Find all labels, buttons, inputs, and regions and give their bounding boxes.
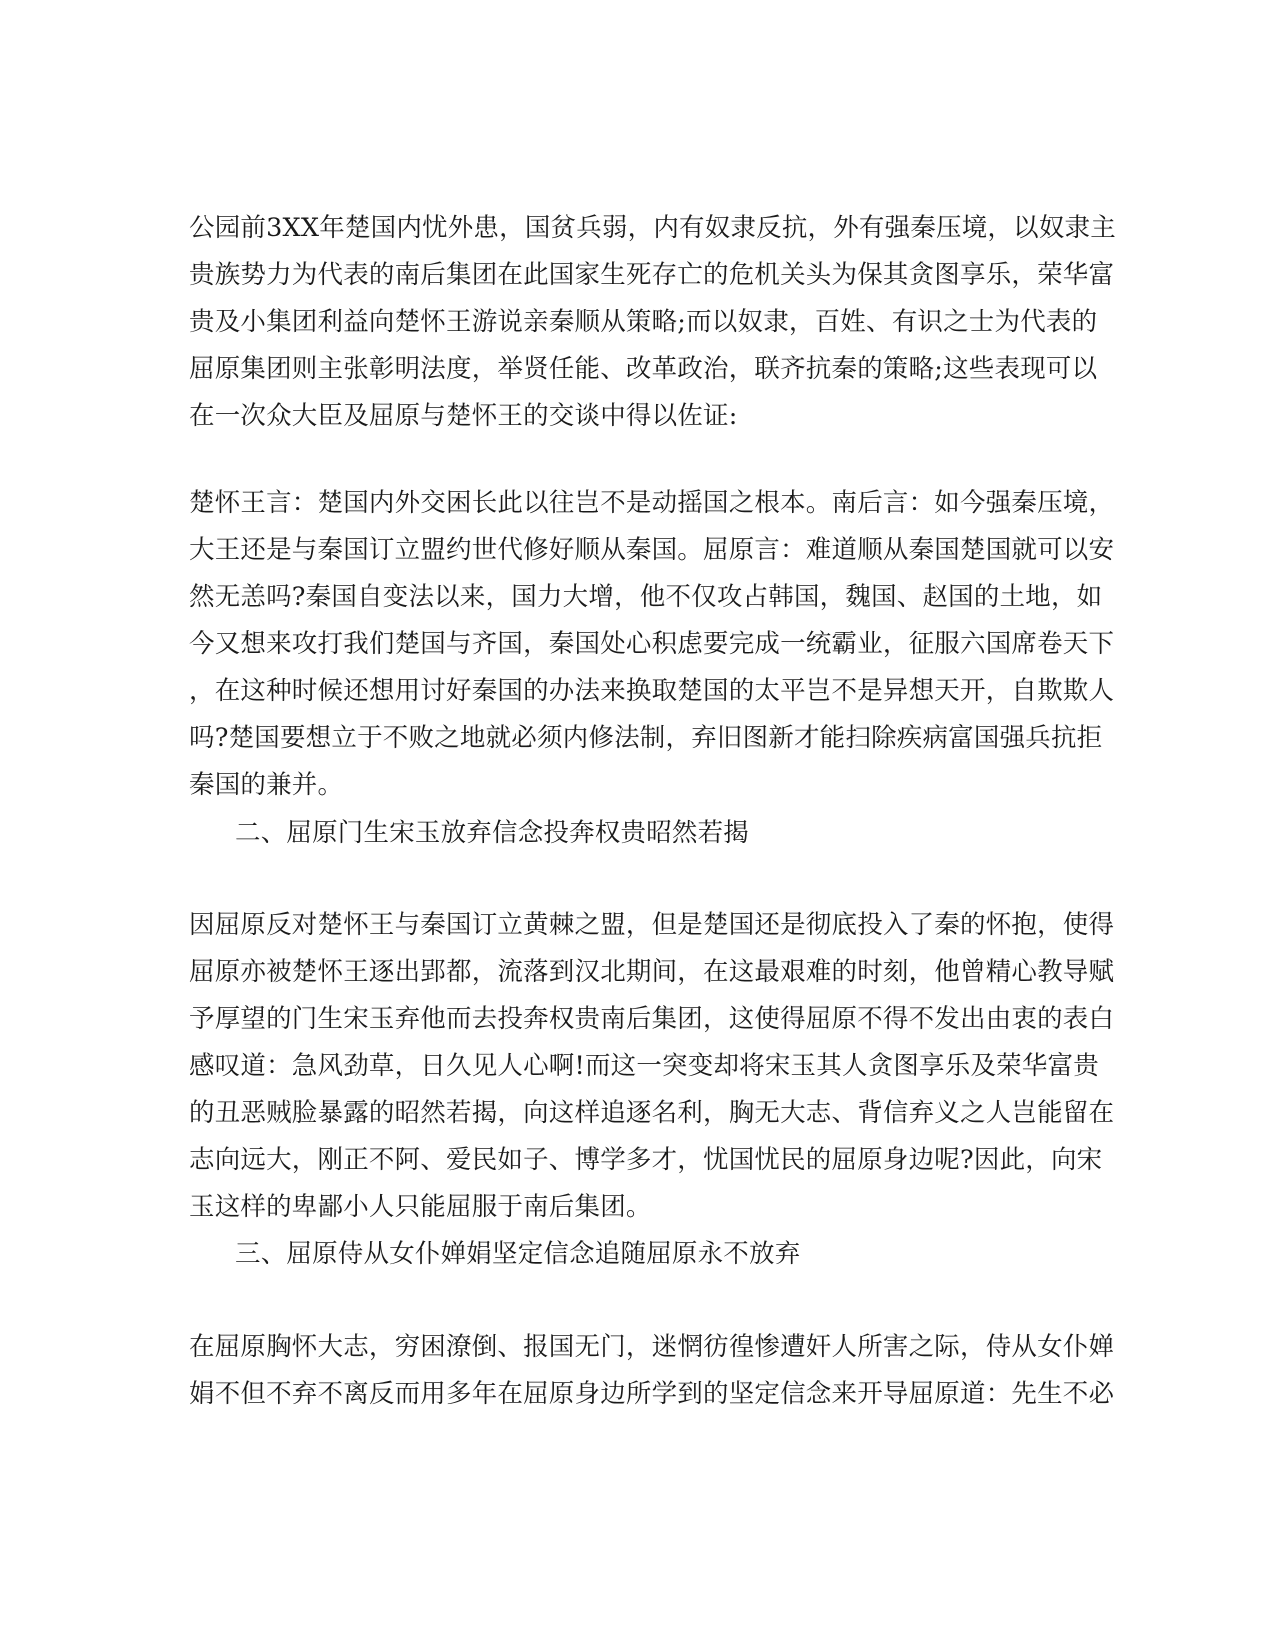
paragraph-3-line: 玉这样的卑鄙小人只能屈服于南后集团。 [189,1192,652,1222]
paragraph-2-line: ，在这种时候还想用讨好秦国的办法来换取楚国的太平岂不是异想天开，自欺欺人 [189,676,1115,706]
paragraph-2-line: 秦国的兼并。 [189,770,344,800]
paragraph-3-line: 的丑恶贼脸暴露的昭然若揭，向这样追逐名利，胸无大志、背信弃义之人岂能留在 [189,1098,1115,1128]
section-heading-2: 二、屈原门生宋玉放弃信念投奔权贵昭然若揭 [235,818,750,848]
paragraph-3-line: 予厚望的门生宋玉弃他而去投奔权贵南后集团，这使得屈原不得不发出由衷的表白 [189,1004,1115,1034]
paragraph-3-line: 志向远大，刚正不阿、爱民如子、博学多才，忧国忧民的屈原身边呢?因此，向宋 [189,1145,1103,1175]
paragraph-1-line: 屈原集团则主张彰明法度，举贤任能、改革政治，联齐抗秦的策略;这些表现可以 [189,354,1098,384]
paragraph-1-line: 贵及小集团利益向楚怀王游说亲秦顺从策略;而以奴隶，百姓、有识之士为代表的 [189,307,1098,337]
paragraph-1-line: 在一次众大臣及屈原与楚怀王的交谈中得以佐证: [189,401,738,431]
paragraph-2-line: 大王还是与秦国订立盟约世代修好顺从秦国。屈原言：难道顺从秦国楚国就可以安 [189,535,1115,565]
paragraph-2-line: 吗?楚国要想立于不败之地就必须内修法制，弃旧图新才能扫除疾病富国强兵抗拒 [189,723,1103,753]
paragraph-4-line: 在屈原胸怀大志，穷困潦倒、报国无门，迷惘彷徨惨遭奸人所害之际，侍从女仆婵 [189,1332,1115,1362]
paragraph-2-line: 楚怀王言：楚国内外交困长此以往岂不是动摇国之根本。南后言：如今强秦压境， [189,488,1115,518]
paragraph-3-line: 屈原亦被楚怀王逐出郢都，流落到汉北期间，在这最艰难的时刻，他曾精心教导赋 [189,957,1115,987]
paragraph-2-line: 然无恙吗?秦国自变法以来，国力大增，他不仅攻占韩国，魏国、赵国的土地，如 [189,582,1103,612]
paragraph-3-line: 因屈原反对楚怀王与秦国订立黄棘之盟，但是楚国还是彻底投入了秦的怀抱，使得 [189,910,1115,940]
paragraph-3-line: 感叹道：急风劲草，日久见人心啊!而这一突变却将宋玉其人贪图享乐及荣华富贵 [189,1051,1099,1081]
paragraph-2-line: 今又想来攻打我们楚国与齐国，秦国处心积虑要完成一统霸业，征服六国席卷天下 [189,629,1115,659]
paragraph-1-line: 贵族势力为代表的南后集团在此国家生死存亡的危机关头为保其贪图享乐，荣华富 [189,260,1115,290]
paragraph-4-line: 娟不但不弃不离反而用多年在屈原身边所学到的坚定信念来开导屈原道：先生不必 [189,1379,1115,1409]
section-heading-3: 三、屈原侍从女仆婵娟坚定信念追随屈原永不放弃 [235,1239,801,1269]
paragraph-1-line: 公园前3XX年楚国内忧外患，国贫兵弱，内有奴隶反抗，外有强秦压境，以奴隶主 [189,213,1116,243]
